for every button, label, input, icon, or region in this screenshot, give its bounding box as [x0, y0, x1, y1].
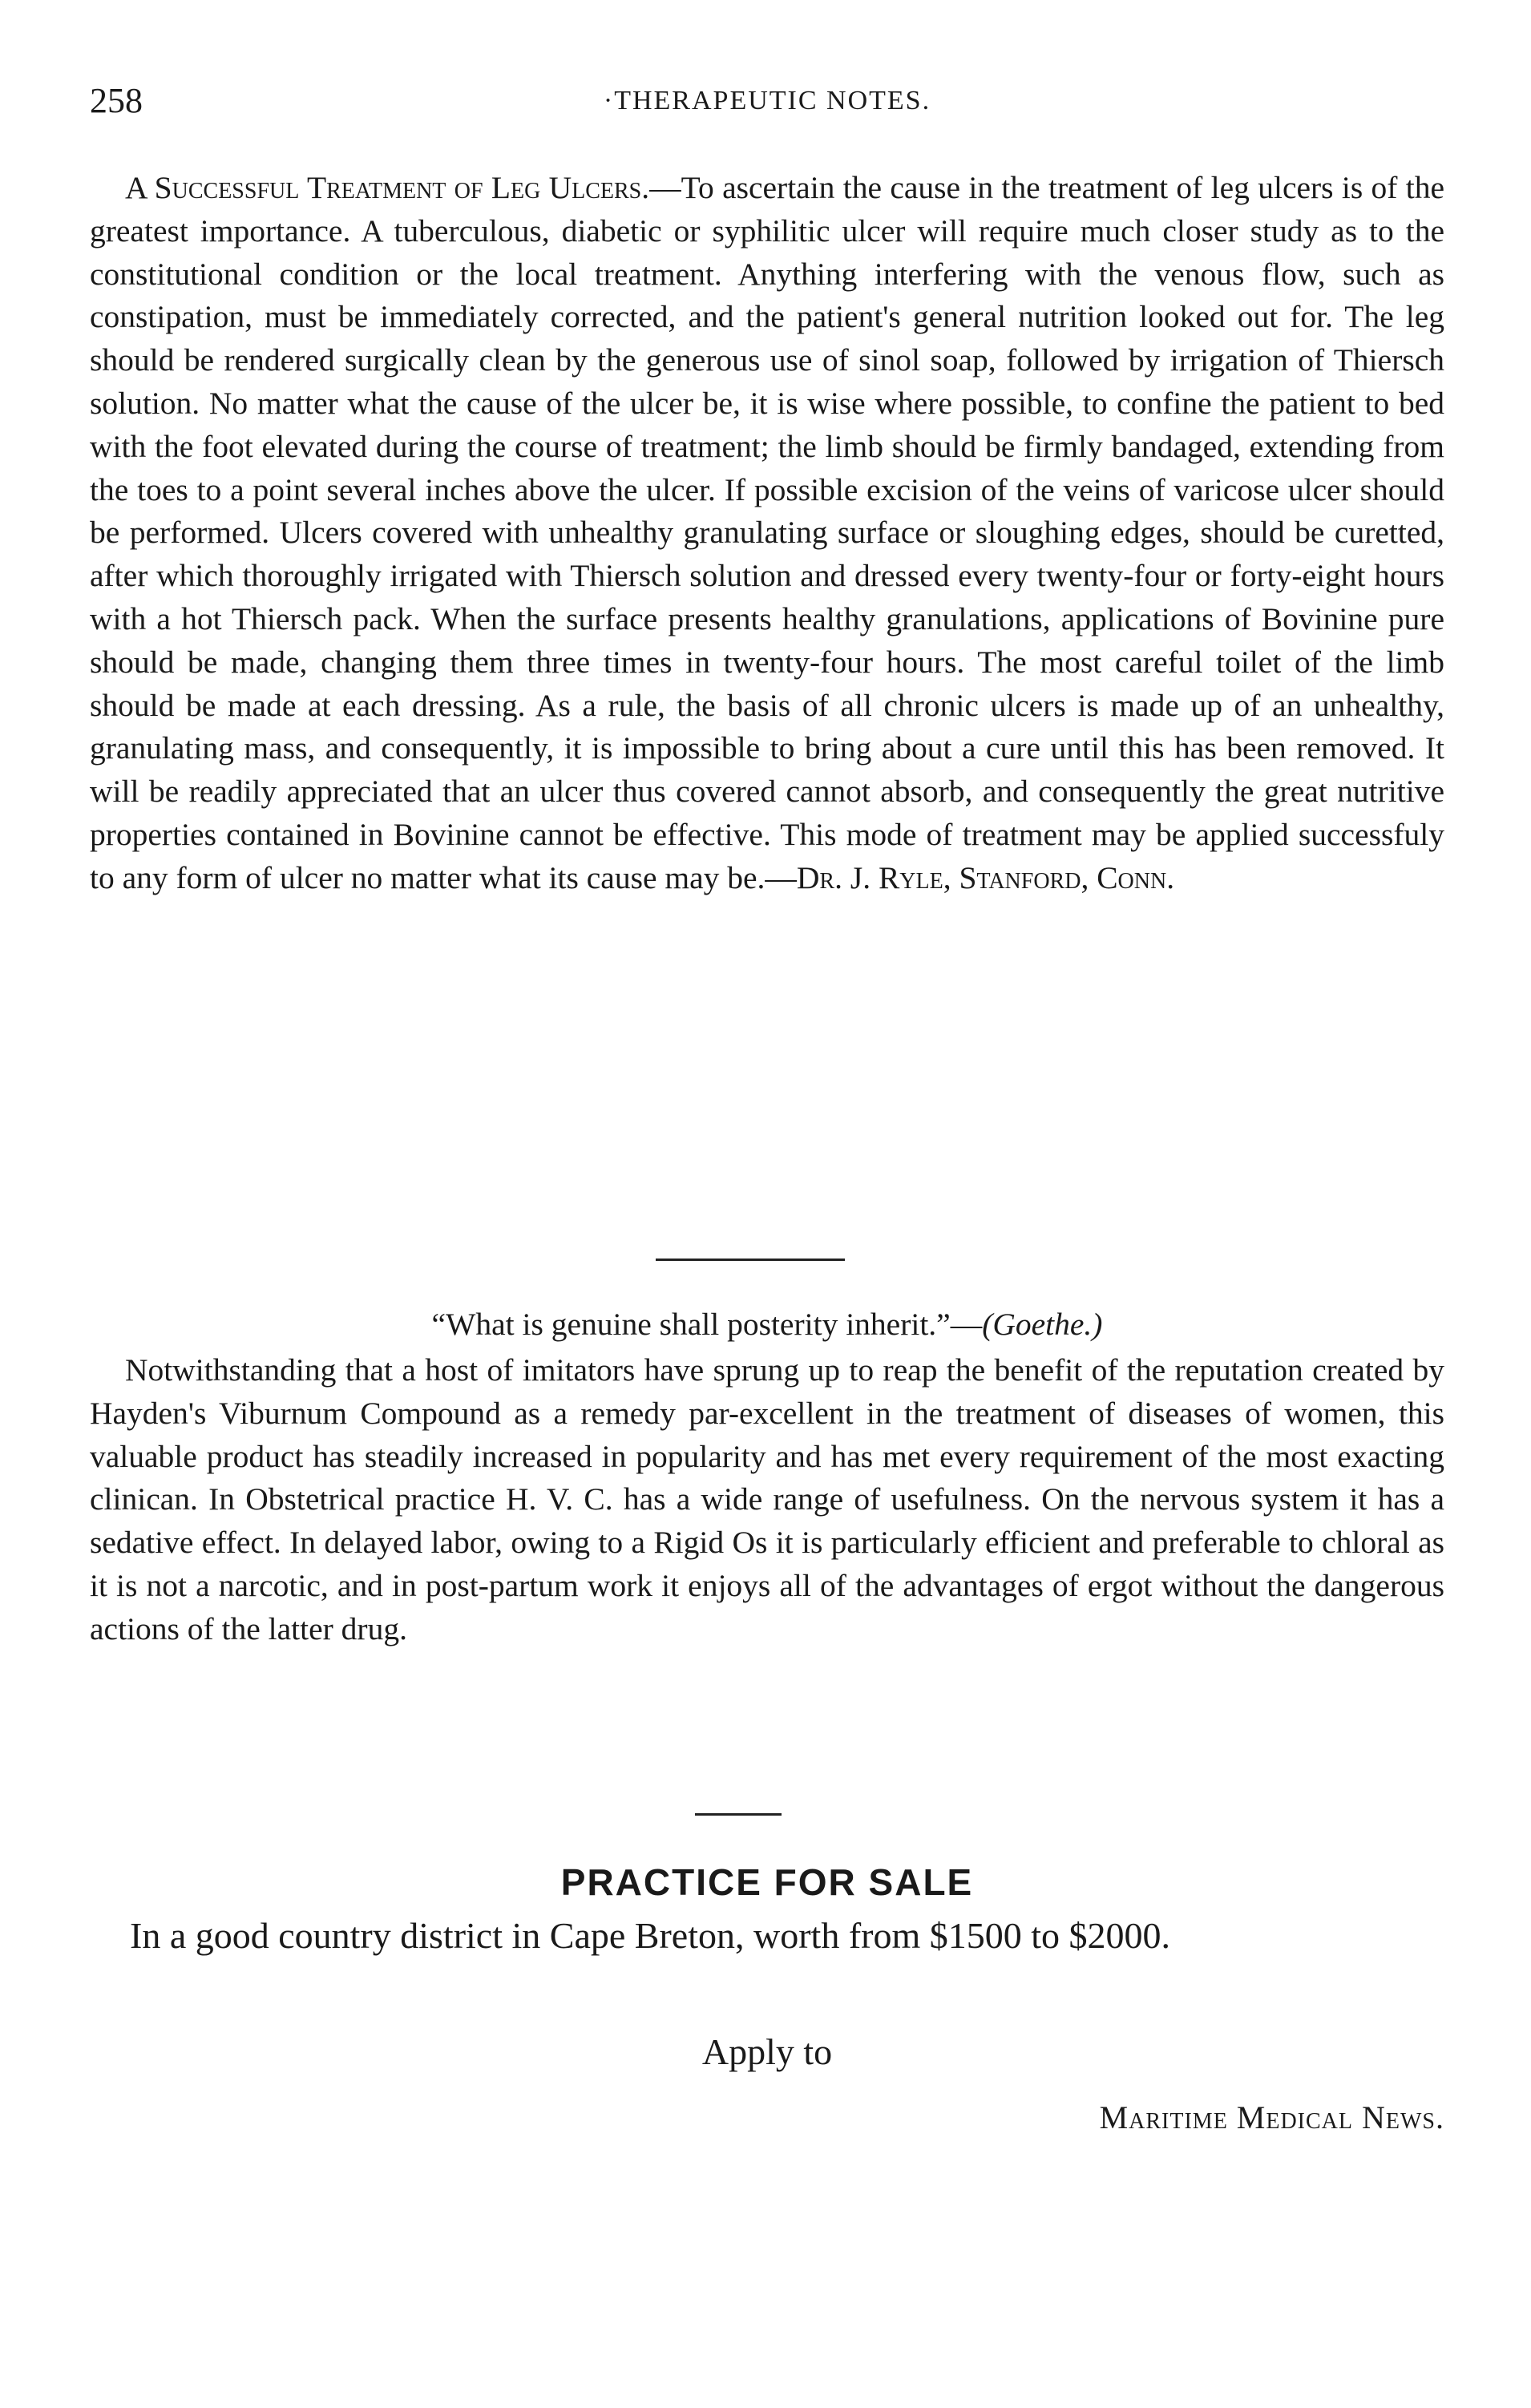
advert-apply: Apply to [701, 2031, 833, 2072]
leg-ulcers-article [90, 167, 1444, 900]
viburnum-paragraph: Notwithstanding that a host of imitators have sprung up to reap the benefit of the reputation created by Hayden's Viburnum Compound as a remedy par-excellent in the treatment of diseases of women, this valuable product has steadily increased in popularity and has met every requirement of the most exacting clinican. In Obstetrical practice H. V. C. has a wide range of usefulness. On the nervous system it has a sedative effect. In delayed labor, owing to a Rigid Os it is particularly efficient and preferable to chloral as it is not a narcotic, and in post-partum work it enjoys all of the advantages of ergot without the dangerous actions of the latter drug. [90, 1352, 1444, 1646]
advert-body: In a good country district in Cape Breton, worth from $1500 to $2000. [130, 1915, 1171, 1956]
section-divider-1 [656, 1259, 845, 1261]
article-body: —To ascertain the cause in the treatment of leg ulcers is of the greatest importance. A tuberculous, diabetic or syphilitic ulcer will require much closer study as to the constitutional condition or the local treatment. Anything interfering with the venous flow, such as constipation, must be immediately corrected, and the patient's general nutrition looked out for. The leg should be rendered surgically clean by the generous use of sinol soap, followed by irrigation of Thiersch solution. No matter what the cause of the ulcer be, it is wise where possible, to confine the patient to bed with the foot elevated during the course of treatment; the limb should be firmly bandaged, extending from the toes to a point several inches above the ulcer. If possible excision of the veins of varicose ulcer should be performed. Ulcers covered with unhealthy granulating surface or sloughing edges, should be curetted, after which thoroughly irrigated with Thiersch solution and dressed every twenty-four or forty-eight hours with a hot Thiersch pack. When the surface presents healthy granulations, applications of Bovinine pure should be made, changing them three times in twenty-four hours. The most careful toilet of the limb should be made at each dressing. As a rule, the basis of all chronic ulcers is made up of an unhealthy, granulating mass, and consequently, it is impossible to bring about a cure until this has been removed. It will be readily appreciated that an ulcer thus covered cannot absorb, and consequently the great nutritive properties contained in Bovinine cannot be effective. This mode of treatment may be applied successfuly to any form of ulcer no matter what its cause may be. [90, 170, 1445, 895]
article-signature: —Dr. J. Ryle, Stanford, Conn. [765, 859, 1175, 895]
quote-text: “What is genuine shall posterity inherit.”— [431, 1307, 983, 1342]
advert-signature: Maritime Medical News. [1099, 2099, 1444, 2135]
running-head: ·THERAPEUTIC NOTES. [603, 86, 931, 115]
page-header [90, 77, 1444, 125]
section-divider-2 [695, 1813, 782, 1816]
quote-attribution: (Goethe.) [982, 1307, 1103, 1342]
goethe-quote [90, 1303, 1444, 1346]
article-title: A Successful Treatment of Leg Ulcers. [125, 170, 650, 205]
page-number: 258 [90, 81, 143, 120]
advert-heading: PRACTICE FOR SALE [560, 1861, 974, 1903]
